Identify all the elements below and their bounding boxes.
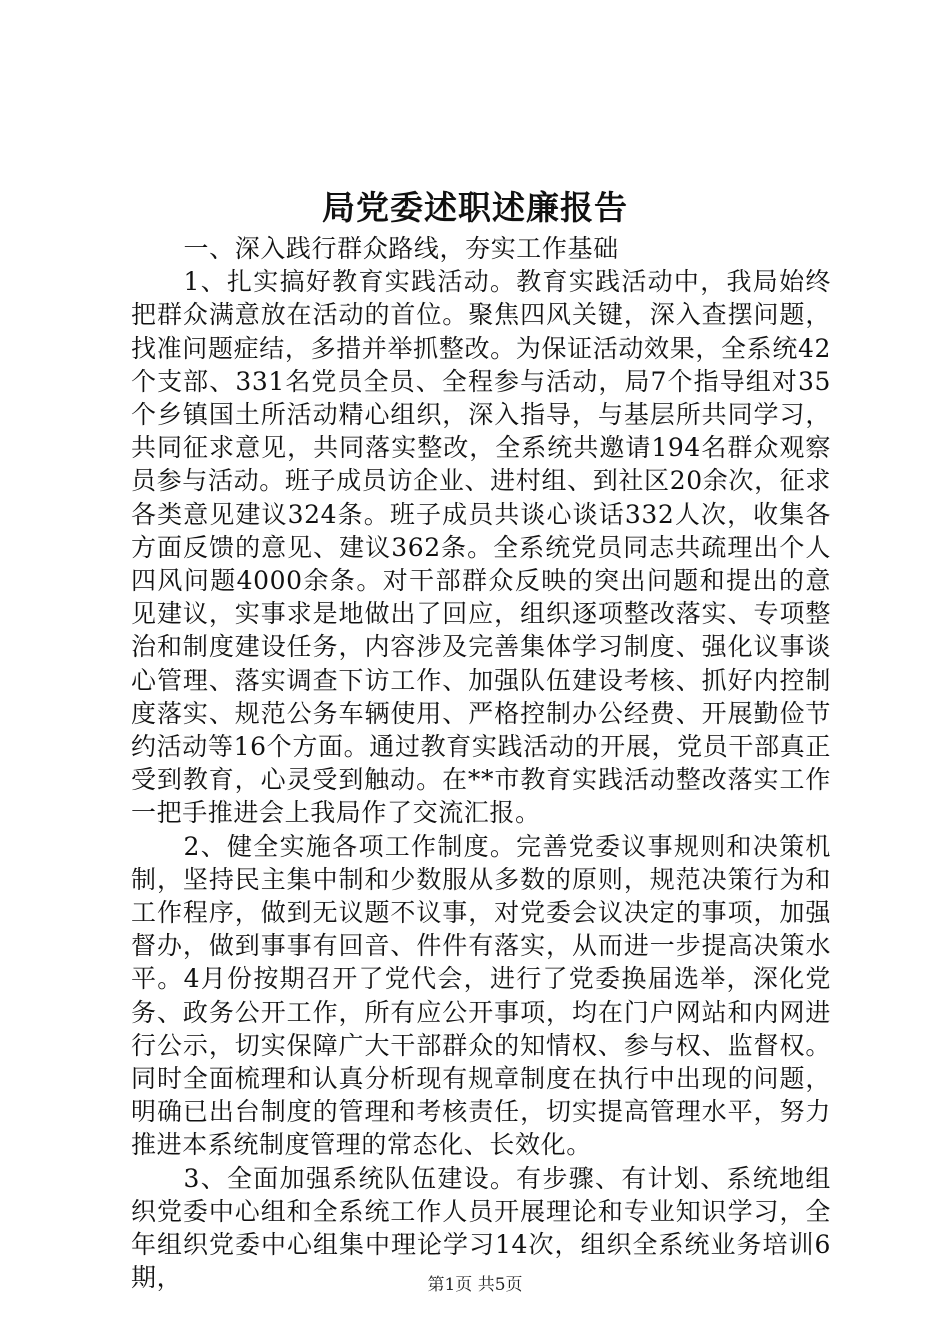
section-heading: 一、深入践行群众路线，夯实工作基础 — [183, 234, 619, 263]
document-body — [131, 232, 831, 1295]
page-number: 第1页 共5页 — [427, 1275, 523, 1295]
document-title: 局党委述职述廉报告 — [322, 188, 628, 227]
paragraph-3: 3、全面加强系统队伍建设。有步骤、有计划、系统地组织党委中心组和全系统工作人员开展理论和专业知识学习，全年组织党委中心组集中理论学习14次，组织全系统业务培训6期， — [131, 1163, 831, 1293]
paragraph-1: 1、扎实搞好教育实践活动。教育实践活动中，我局始终把群众满意放在活动的首位。聚焦四风关键，深入查摆问题，找准问题症结，多措并举抓整改。为保证活动效果，全系统42个支部、331名党员全员、全程参与活动，局7个指导组对35个乡镇国土所活动精心组织，深入指导，与基层所共同学习，共同征求意见，共同落实整改，全系统共邀请194名群众观察员参与活动。班子成员访企业、进村组、到社区20余次，征求各类意见建议324条。班子成员共谈心谈话332人次，收集各方面反馈的意见、建议362条。全系统党员同志共疏理出个人四风问题4000余条。对干部群众反映的突出问题和提出的意见建议，实事求是地做出了回应，组织逐项整改落实、专项整治和制度建设任务，内容涉及完善集体学习制度、强化议事谈心管理、落实调查下访工作、加强队伍建设考核、抓好内控制度落实、规范公务车辆使用、严格控制办公经费、开展勤俭节约活动等16个方面。通过教育实践活动的开展，党员干部真正受到教育，心灵受到触动。在**市教育实践活动整改落实工作一把手推进会上我局作了交流汇报。 — [131, 267, 831, 828]
paragraph-2: 2、健全实施各项工作制度。完善党委议事规则和决策机制，坚持民主集中制和少数服从多数的原则，规范决策行为和工作程序，做到无议题不议事，对党委会议决定的事项，加强督办，做到事事有回音、件件有落实，从而进一步提高决策水平。4月份按期召开了党代会，进行了党委换届选举，深化党务、政务公开工作，所有应公开事项，均在门户网站和内网进行公示，切实保障广大干部群众的知情权、参与权、监督权。同时全面梳理和认真分析现有规章制度在执行中出现的问题，明确已出台制度的管理和考核责任，切实提高管理水平，努力推进本系统制度管理的常态化、长效化。 — [131, 831, 831, 1160]
